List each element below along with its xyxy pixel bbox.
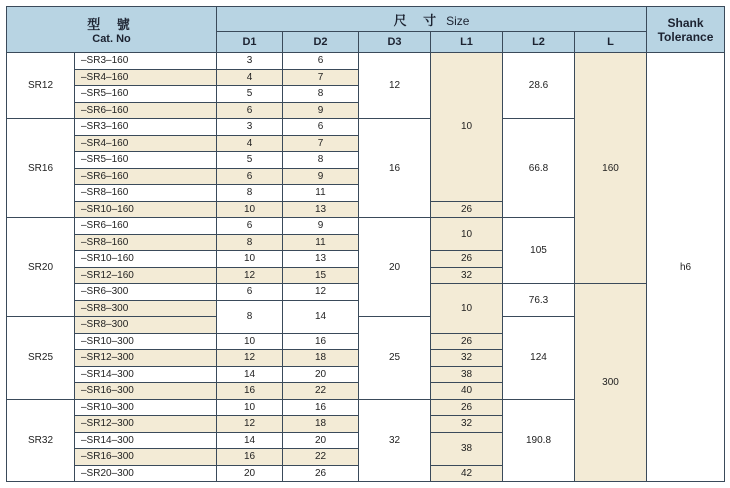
d1-cell: 14: [217, 366, 283, 383]
d2-cell: 8: [283, 86, 359, 103]
l1-cell: 10: [431, 284, 503, 334]
cat-header-en: Cat. No: [92, 33, 131, 45]
l2-cell: 124: [503, 317, 575, 400]
cat-cell: –SR14–300: [75, 366, 217, 383]
d2-cell: 16: [283, 333, 359, 350]
d1-cell: 5: [217, 86, 283, 103]
col-l: L: [575, 32, 647, 53]
cat-cell: –SR20–300: [75, 465, 217, 482]
l1-cell: 26: [431, 251, 503, 268]
table-row: [7, 53, 725, 70]
cat-cell: –SR16–300: [75, 383, 217, 400]
d2-cell: 9: [283, 168, 359, 185]
col-l1: L1: [431, 32, 503, 53]
d1-cell: 12: [217, 350, 283, 367]
d3-cell: 20: [359, 218, 431, 317]
d2-cell: 13: [283, 251, 359, 268]
d1-cell: 6: [217, 284, 283, 301]
d2-cell: 15: [283, 267, 359, 284]
d3-cell: 32: [359, 399, 431, 482]
spec-table: [6, 6, 725, 482]
cat-cell: –SR10–160: [75, 251, 217, 268]
cat-cell: –SR6–300: [75, 284, 217, 301]
tolerance-cell: h6: [647, 53, 725, 482]
cat-cell: –SR8–160: [75, 234, 217, 251]
cat-cell: –SR6–160: [75, 168, 217, 185]
cat-cell: –SR12–300: [75, 416, 217, 433]
cat-cell: –SR3–160: [75, 53, 217, 70]
d2-cell: 20: [283, 366, 359, 383]
d2-cell: 11: [283, 234, 359, 251]
l1-cell: 38: [431, 366, 503, 383]
group-sr25: SR25: [7, 317, 75, 400]
group-sr16: SR16: [7, 119, 75, 218]
d1-cell: 8: [217, 300, 283, 333]
cat-cell: –SR12–300: [75, 350, 217, 367]
cat-cell: –SR6–160: [75, 102, 217, 119]
l1-cell: 32: [431, 267, 503, 284]
d1-cell: 10: [217, 251, 283, 268]
l1-cell: 10: [431, 218, 503, 251]
d1-cell: 3: [217, 119, 283, 136]
cat-cell: –SR8–300: [75, 300, 217, 317]
d3-cell: 12: [359, 53, 431, 119]
cat-cell: –SR10–160: [75, 201, 217, 218]
d2-cell: 16: [283, 399, 359, 416]
d2-cell: 18: [283, 416, 359, 433]
l2-cell: 105: [503, 218, 575, 284]
d2-cell: 12: [283, 284, 359, 301]
d1-cell: 6: [217, 218, 283, 235]
group-sr32: SR32: [7, 399, 75, 482]
d1-cell: 10: [217, 399, 283, 416]
col-d3: D3: [359, 32, 431, 53]
d2-cell: 6: [283, 119, 359, 136]
l1-cell: 40: [431, 383, 503, 400]
l1-cell: 26: [431, 399, 503, 416]
l1-cell: 38: [431, 432, 503, 465]
l2-cell: 66.8: [503, 119, 575, 218]
tolerance-label: Tolerance: [657, 29, 714, 44]
cat-cell: –SR8–300: [75, 317, 217, 334]
size-header: [217, 7, 647, 32]
l1-cell: 26: [431, 201, 503, 218]
cat-cell: –SR10–300: [75, 399, 217, 416]
d2-cell: 26: [283, 465, 359, 482]
d1-cell: 4: [217, 135, 283, 152]
d1-cell: 16: [217, 449, 283, 466]
size-header-zh: 尺 寸: [393, 13, 443, 29]
l2-cell: 76.3: [503, 284, 575, 317]
d1-cell: 10: [217, 333, 283, 350]
d2-cell: 9: [283, 218, 359, 235]
size-header-en: Size: [446, 13, 470, 28]
l1-cell: 32: [431, 416, 503, 433]
d2-cell: 22: [283, 449, 359, 466]
shank-header: [647, 7, 725, 53]
d2-cell: 22: [283, 383, 359, 400]
group-sr20: SR20: [7, 218, 75, 317]
d2-cell: 18: [283, 350, 359, 367]
l2-cell: 28.6: [503, 53, 575, 119]
d2-cell: 20: [283, 432, 359, 449]
cat-cell: –SR12–160: [75, 267, 217, 284]
cat-cell: –SR5–160: [75, 86, 217, 103]
d2-cell: 9: [283, 102, 359, 119]
col-d1: D1: [217, 32, 283, 53]
cat-cell: –SR16–300: [75, 449, 217, 466]
d2-cell: 14: [283, 300, 359, 333]
d2-cell: 6: [283, 53, 359, 70]
l1-cell: 26: [431, 333, 503, 350]
l1-cell: 32: [431, 350, 503, 367]
d1-cell: 5: [217, 152, 283, 169]
cat-cell: –SR14–300: [75, 432, 217, 449]
d1-cell: 6: [217, 102, 283, 119]
cat-cell: –SR10–300: [75, 333, 217, 350]
d2-cell: 11: [283, 185, 359, 202]
l2-cell: 190.8: [503, 399, 575, 482]
d3-cell: 25: [359, 317, 431, 400]
group-sr12: SR12: [7, 53, 75, 119]
l1-cell: 42: [431, 465, 503, 482]
d1-cell: 6: [217, 168, 283, 185]
cat-cell: –SR4–160: [75, 135, 217, 152]
d2-cell: 7: [283, 135, 359, 152]
cat-cell: –SR6–160: [75, 218, 217, 235]
d1-cell: 14: [217, 432, 283, 449]
col-d2: D2: [283, 32, 359, 53]
cat-cell: –SR3–160: [75, 119, 217, 136]
d1-cell: 12: [217, 416, 283, 433]
cat-header: [7, 7, 217, 53]
d1-cell: 8: [217, 234, 283, 251]
l1-cell: 10: [431, 53, 503, 202]
cat-cell: –SR8–160: [75, 185, 217, 202]
d1-cell: 10: [217, 201, 283, 218]
d1-cell: 12: [217, 267, 283, 284]
d1-cell: 3: [217, 53, 283, 70]
d2-cell: 7: [283, 69, 359, 86]
d1-cell: 16: [217, 383, 283, 400]
d1-cell: 20: [217, 465, 283, 482]
d2-cell: 8: [283, 152, 359, 169]
d1-cell: 8: [217, 185, 283, 202]
cat-header-zh: 型 號: [87, 18, 136, 33]
shank-label: Shank: [667, 15, 704, 30]
col-l2: L2: [503, 32, 575, 53]
d2-cell: 13: [283, 201, 359, 218]
cat-cell: –SR5–160: [75, 152, 217, 169]
l-cell: 300: [575, 284, 647, 482]
l-cell: 160: [575, 53, 647, 284]
d1-cell: 4: [217, 69, 283, 86]
cat-cell: –SR4–160: [75, 69, 217, 86]
d3-cell: 16: [359, 119, 431, 218]
